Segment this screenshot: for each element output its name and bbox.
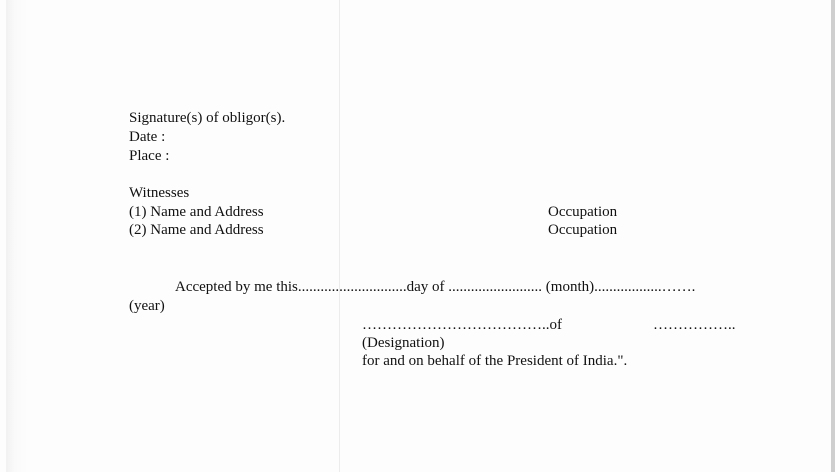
scan-edge-left xyxy=(6,0,28,472)
signature-line: Signature(s) of obligor(s). xyxy=(129,110,286,126)
date-label: Date : xyxy=(129,129,166,145)
witness-2-line: (2) Name and Address xyxy=(129,222,264,238)
page-fold-line xyxy=(339,0,340,472)
scan-edge-right xyxy=(831,0,835,472)
witness-1-line: (1) Name and Address xyxy=(129,204,264,220)
acceptance-line: Accepted by me this.............................day of ......................... (month)..................……. xyxy=(175,279,696,295)
year-label: (year) xyxy=(129,298,165,314)
designation-dots: ………………………………..of xyxy=(362,317,562,333)
witnesses-heading: Witnesses xyxy=(129,185,190,201)
occupation-2-label: Occupation xyxy=(548,222,618,238)
designation-label: (Designation) xyxy=(362,335,445,351)
occupation-1-label: Occupation xyxy=(548,204,618,220)
designation-dots-right: …………….. xyxy=(653,317,736,333)
place-label: Place : xyxy=(129,148,170,164)
behalf-line: for and on behalf of the President of India.". xyxy=(362,353,628,369)
